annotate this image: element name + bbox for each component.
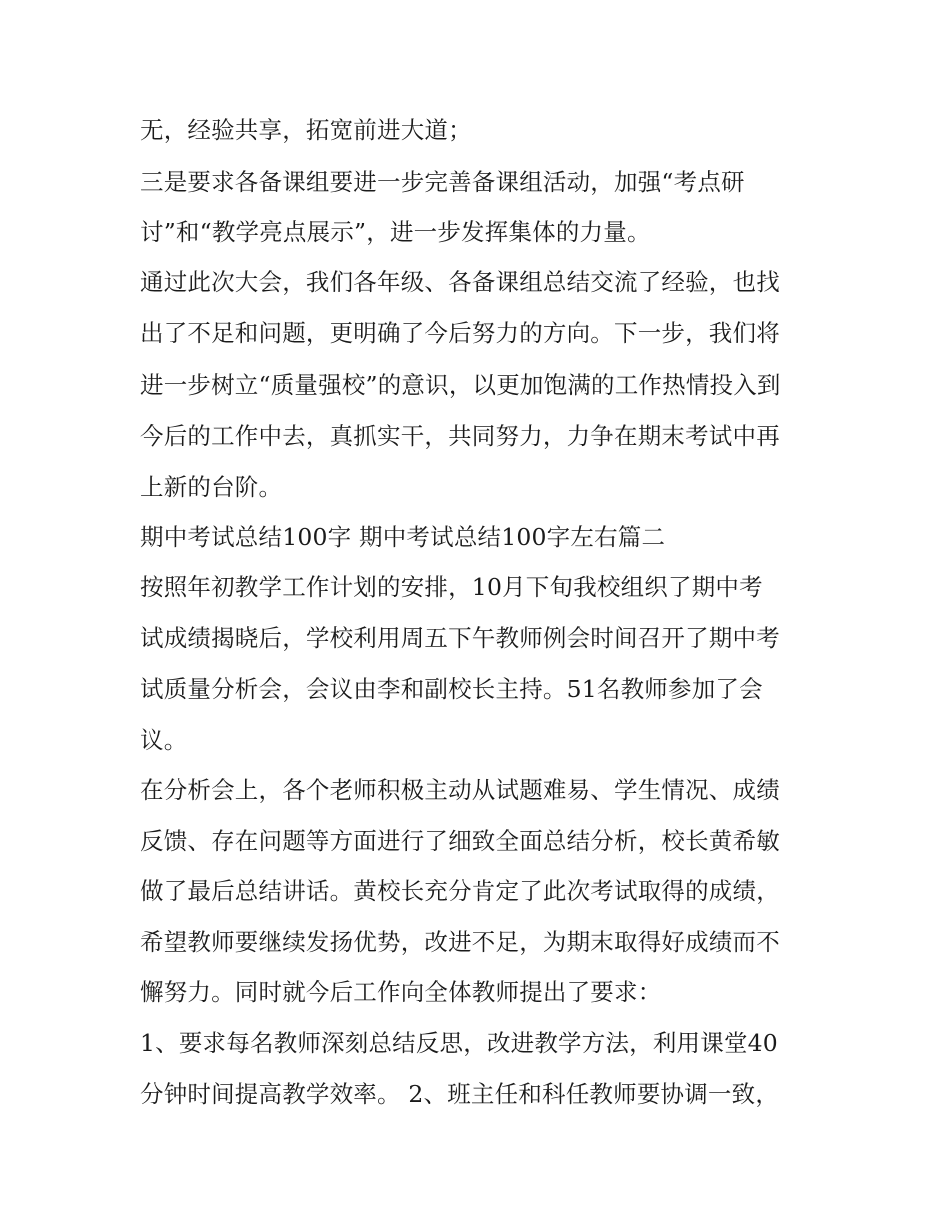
- text-line: 做了最后总结讲话。黄校长充分肯定了此次考试取得的成绩，: [140, 877, 780, 905]
- text-line: 懈努力。同时就今后工作向全体教师提出了要求：: [140, 978, 662, 1006]
- text-line: 试质量分析会，会议由李和副校长主持。51名教师参加了会: [140, 675, 763, 703]
- text-line: 议。: [140, 726, 188, 754]
- text-line: 分钟时间提高教学效率。 2、班主任和科任教师要协调一致，: [140, 1080, 780, 1108]
- text-line: 讨”和“教学亮点展示”，进一步发挥集体的力量。: [140, 218, 651, 246]
- section-heading: 期中考试总结100字 期中考试总结100字左右篇二: [140, 523, 666, 551]
- text-line: 今后的工作中去，真抓实干，共同努力，力争在期末考试中再: [140, 422, 780, 450]
- text-line: 通过此次大会，我们各年级、各备课组总结交流了经验，也找: [140, 268, 780, 296]
- text-line: 无，经验共享，拓宽前进大道；: [140, 116, 472, 144]
- text-line: 在分析会上，各个老师积极主动从试题难易、学生情况、成绩: [140, 776, 780, 804]
- text-line: 1、要求每名教师深刻总结反思，改进教学方法，利用课堂40: [140, 1029, 778, 1057]
- text-line: 出了不足和问题，更明确了今后努力的方向。下一步，我们将: [140, 319, 780, 347]
- text-line: 希望教师要继续发扬优势，改进不足，为期末取得好成绩而不: [140, 928, 780, 956]
- text-line: 上新的台阶。: [140, 473, 283, 501]
- text-line: 按照年初教学工作计划的安排，10月下旬我校组织了期中考: [140, 573, 763, 601]
- text-line: 试成绩揭晓后，学校利用周五下午教师例会时间召开了期中考: [140, 624, 780, 652]
- text-line: 进一步树立“质量强校”的意识，以更加饱满的工作热情投入到: [140, 371, 781, 399]
- text-line: 三是要求各备课组要进一步完善备课组活动，加强“考点研: [140, 168, 745, 196]
- text-line: 反馈、存在问题等方面进行了细致全面总结分析，校长黄希敏: [140, 827, 780, 855]
